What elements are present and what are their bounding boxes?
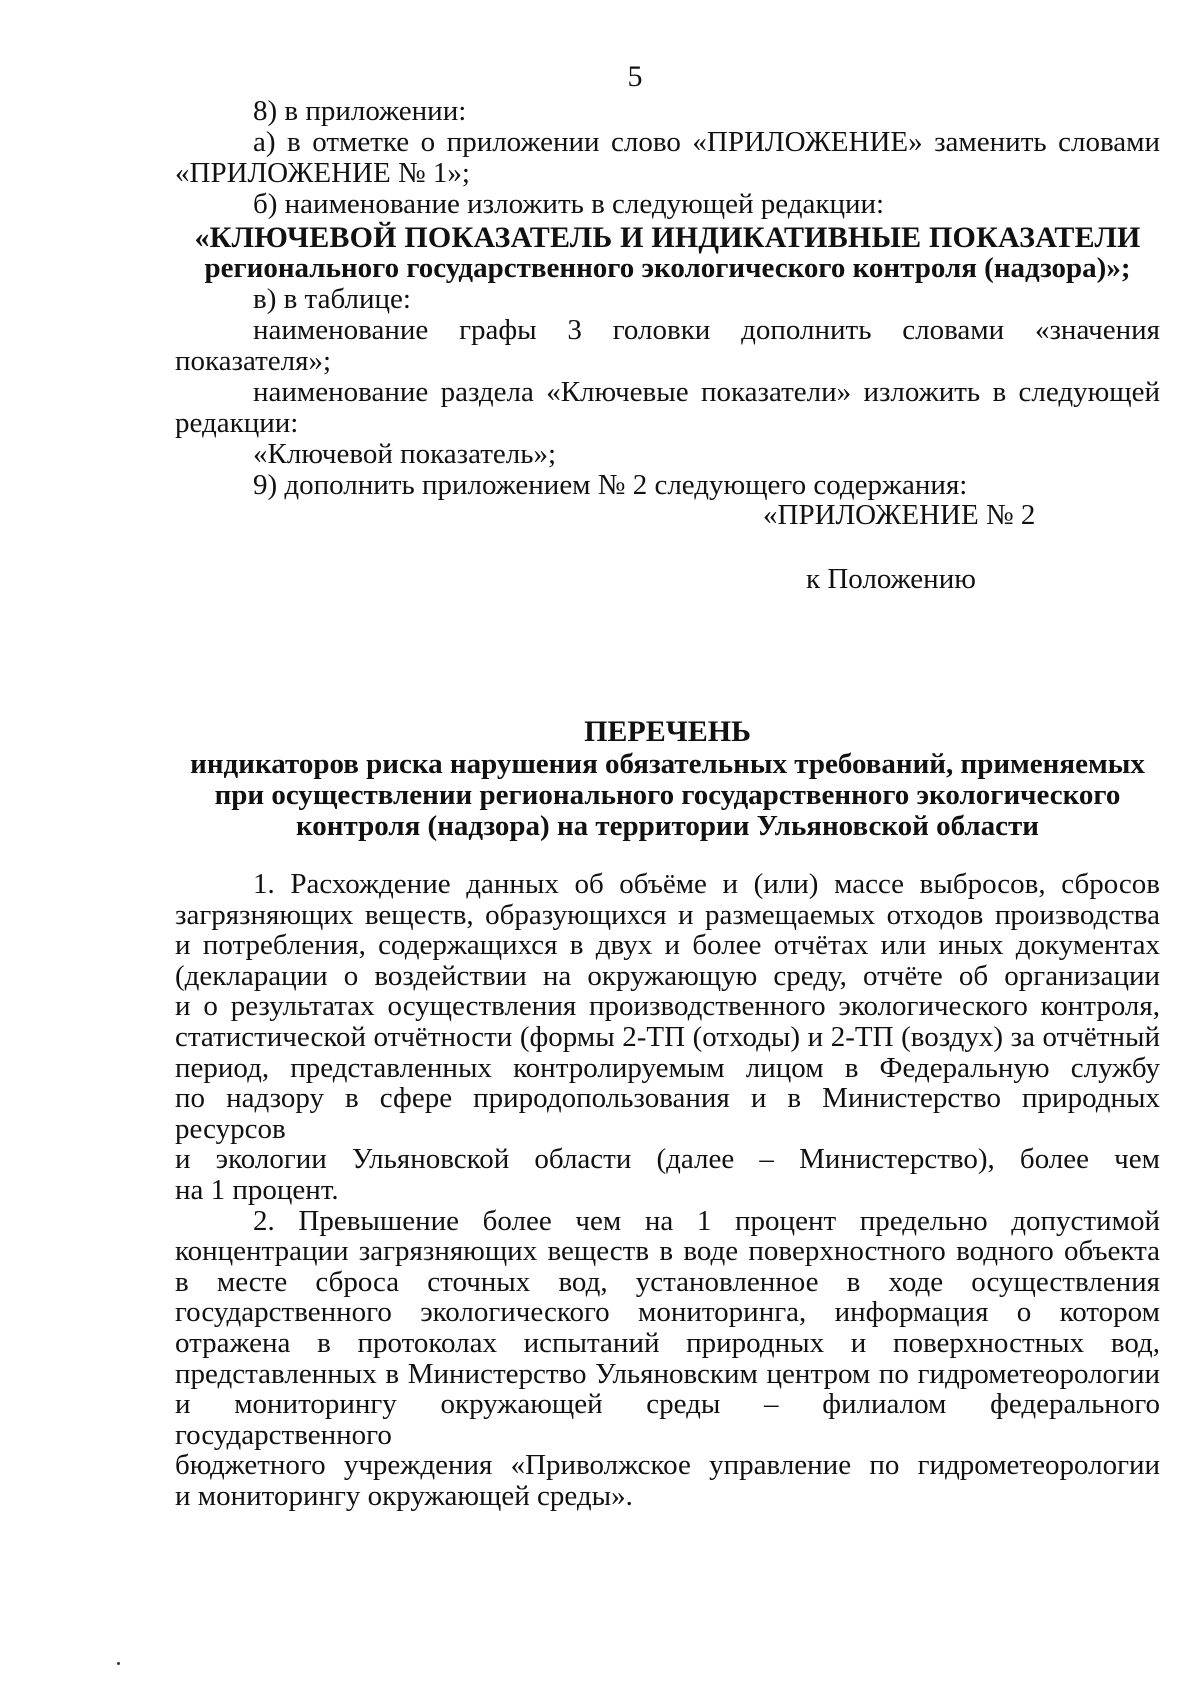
table-change2-new: «Ключевой показатель»; (253, 438, 557, 470)
table-change2-line2: редакции: (175, 407, 299, 439)
indicator-line: статистической отчётности (формы 2-ТП (отходы) и 2-ТП (воздух) за отчётный (175, 1020, 1160, 1053)
indicator-line: и потребления, содержащихся в двух и более отчётах или иных документах (175, 929, 1160, 962)
indicators-list (175, 869, 1160, 1511)
new-title-line2: регионального государственного экологического контроля (надзора)»; (204, 252, 1131, 284)
indicator-1 (175, 869, 1160, 1206)
indicator-line: и мониторингу окружающей среды – филиалом федерального государственного (175, 1388, 1160, 1451)
indicator-line: по надзору в сфере природопользования и в Министерство природных ресурсов (175, 1082, 1160, 1145)
item-8: 8) в приложении: (253, 95, 467, 127)
indicator-line: государственного экологического мониторинга, информация о котором (175, 1296, 1160, 1329)
table-change2-line1: наименование раздела «Ключевые показатели» изложить в следующей (253, 376, 1160, 408)
indicator-line: и экологии Ульяновской области (далее – Министерство), более чем (175, 1143, 1160, 1176)
indicator-line: представленных в Министерство Ульяновским центром по гидрометеорологии (175, 1357, 1160, 1390)
item-9: 9) дополнить приложением № 2 следующего содержания: (253, 469, 968, 501)
list-title-heading: ПЕРЕЧЕНЬ (584, 715, 751, 748)
amendments-section (175, 96, 1160, 501)
item-8c: в) в таблице: (253, 283, 411, 315)
indicator-line: 1. Расхождение данных об объёме и (или) массе выбросов, сбросов (253, 868, 1160, 900)
scan-speck (117, 1662, 120, 1665)
table-change1-line2: показателя»; (175, 345, 332, 377)
list-title-line3: контроля (надзора) на территории Ульяновской области (295, 810, 1040, 842)
item-8b: б) наименование изложить в следующей редакции: (253, 188, 885, 220)
indicator-line: отражена в протоколах испытаний природных и поверхностных вод, (175, 1326, 1160, 1359)
appendix-mark-line2: к Положению (806, 563, 976, 595)
list-title-line2: при осуществлении регионального государственного экологического (214, 779, 1121, 811)
new-title-line1: «КЛЮЧЕВОЙ ПОКАЗАТЕЛЬ И ИНДИКАТИВНЫЕ ПОКАЗАТЕЛИ (194, 221, 1141, 254)
page-number: 5 (627, 60, 643, 93)
indicator-line: бюджетного учреждения «Приволжское управление по гидрометеорологии (175, 1449, 1160, 1482)
indicator-line: (декларации о воздействии на окружающую среду, отчёте об организации (175, 959, 1160, 992)
appendix-mark-line1: «ПРИЛОЖЕНИЕ № 2 (763, 499, 1036, 531)
indicator-line: и о результатах осуществления производственного экологического контроля, (175, 990, 1160, 1023)
indicator-line: загрязняющих веществ, образующихся и размещаемых отходов производства (175, 898, 1160, 931)
indicator-line: период, представленных контролируемым лицом в Федеральную службу (175, 1051, 1160, 1084)
indicator-2 (175, 1206, 1160, 1512)
item-8a-line1: а) в отметке о приложении слово «ПРИЛОЖЕНИЕ» заменить словами (253, 126, 1160, 158)
item-8a-line2: «ПРИЛОЖЕНИЕ № 1»; (175, 157, 470, 189)
list-title (175, 716, 1160, 842)
indicator-line: на 1 процент. (175, 1173, 339, 1206)
indicator-line: в месте сброса сточных вод, установленное в ходе осуществления (175, 1265, 1160, 1298)
indicator-line: концентрации загрязняющих веществ в воде поверхностного водного объекта (175, 1235, 1160, 1268)
list-title-line1: индикаторов риска нарушения обязательных требований, применяемых (190, 748, 1145, 780)
table-change1-line1: наименование графы 3 головки дополнить словами «значения (253, 314, 1160, 346)
indicator-line: и мониторингу окружающей среды». (175, 1479, 633, 1512)
indicator-line: 2. Превышение более чем на 1 процент предельно допустимой (253, 1204, 1160, 1237)
